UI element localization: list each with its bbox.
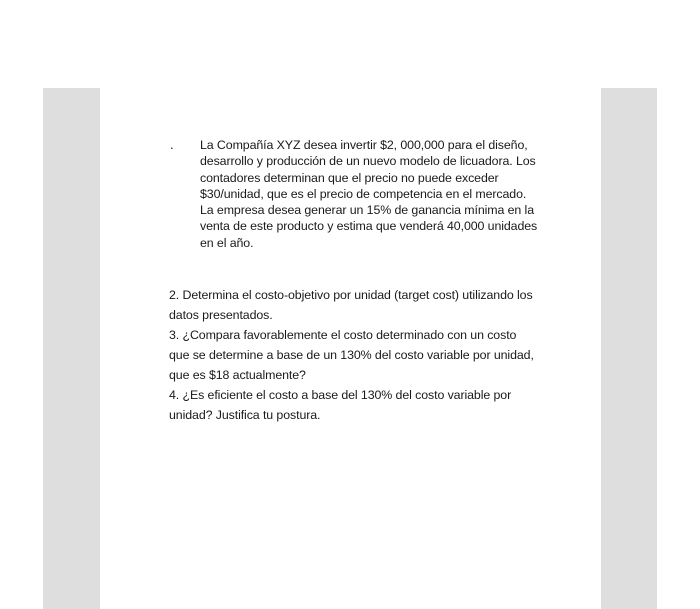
question-3: 3. ¿Compara favorablemente el costo determinado con un costo que se determine a base de un 130% del costo variable por unidad, que es $18 actualmente? bbox=[169, 328, 534, 382]
bullet-text: La Compañía XYZ desea invertir $2, 000,000 para el diseño, desarrollo y producción de un nuevo modelo de licuadora. Los contadores determinan que el precio no puede exceder $30/unidad, que es el precio de competencia en el mercado. La empresa desea generar un 15% de ganancia mínima en la venta de este producto y estima que venderá 40,000 unidades en el año. bbox=[200, 138, 538, 250]
right-margin-strip bbox=[601, 88, 657, 609]
question-2: 2. Determina el costo-objetivo por unidad (target cost) utilizando los datos presentados. bbox=[169, 288, 533, 322]
left-margin-strip bbox=[43, 88, 100, 609]
question-4: 4. ¿Es eficiente el costo a base del 130% del costo variable por unidad? Justifica tu postura. bbox=[169, 388, 512, 422]
questions-list bbox=[169, 285, 539, 425]
bullet-paragraph bbox=[170, 137, 543, 251]
bullet-marker: . bbox=[170, 137, 174, 152]
